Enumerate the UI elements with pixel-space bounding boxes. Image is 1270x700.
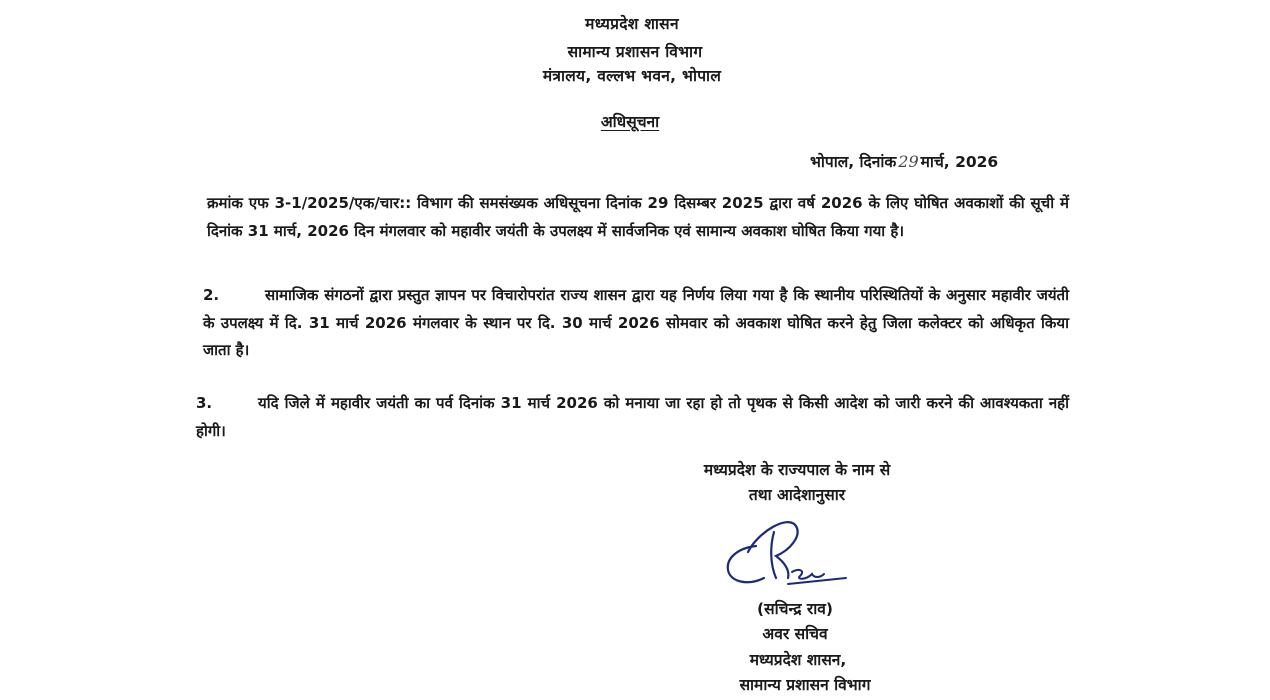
signatory-org-line-2: सामान्य प्रशासन विभाग bbox=[739, 676, 871, 694]
document-title bbox=[0, 110, 1260, 132]
date-day-handwritten: 29 bbox=[898, 152, 919, 171]
authority-line-1: मध्यप्रदेश के राज्यपाल के नाम से bbox=[703, 461, 891, 479]
paragraph-3 bbox=[196, 390, 1069, 445]
document-title-text: अधिसूचना bbox=[600, 113, 660, 131]
paragraph-2-number: 2. bbox=[203, 286, 220, 304]
signatory-name: (सचिन्द्र राव) bbox=[757, 600, 833, 618]
paragraph-2 bbox=[203, 282, 1069, 365]
paragraph-1 bbox=[207, 190, 1069, 245]
signatory-org-line-1: मध्यप्रदेश शासन, bbox=[749, 651, 847, 669]
date-line bbox=[810, 150, 1068, 172]
paragraph-2-text: सामाजिक संगठनों द्वारा प्रस्तुत ज्ञापन पर विचारोपरांत राज्य शासन द्वारा यह निर्णय लिया गया है कि स्थानीय परिस्थितियों के अनुसार महावीर जयंती के उपलक्ष्य में दि. 31 मार्च 2026 मंगलवार के स्थान पर दि. 30 मार्च 2026 सोमवार को अवकाश घोषित करने हेतु जिला कलेक्टर को अधिकृत किया जाता है। bbox=[203, 286, 1069, 359]
authority-line-2: तथा आदेशानुसार bbox=[748, 486, 846, 504]
header-address: मंत्रालय, वल्लभ भवन, भोपाल bbox=[542, 67, 722, 85]
signatory-designation: अवर सचिव bbox=[762, 625, 828, 643]
handwritten-signature bbox=[718, 512, 858, 594]
header-government: मध्यप्रदेश शासन bbox=[585, 15, 679, 33]
paragraph-3-text: यदि जिले में महावीर जयंती का पर्व दिनांक 31 मार्च 2026 को मनाया जा रहा हो तो पृथक से किसी आदेश को जारी करने की आवश्यकता नहीं होगी। bbox=[196, 394, 1069, 440]
paragraph-1-text: क्रमांक एफ 3-1/2025/एक/चार:: विभाग की समसंख्यक अधिसूचना दिनांक 29 दिसम्बर 2025 द्वारा वर्ष 2026 के लिए घोषित अवकाशों की सूची में दिनांक 31 मार्च, 2026 दिन मंगलवार को महावीर जयंती के उपलक्ष्य में सार्वजनिक एवं सामान्य अवकाश घोषित किया गया है। bbox=[207, 194, 1069, 240]
date-prefix: भोपाल, दिनांक bbox=[810, 153, 897, 171]
date-suffix: मार्च, 2026 bbox=[920, 153, 999, 171]
paragraph-3-number: 3. bbox=[196, 394, 213, 412]
header-department: सामान्य प्रशासन विभाग bbox=[567, 43, 703, 61]
